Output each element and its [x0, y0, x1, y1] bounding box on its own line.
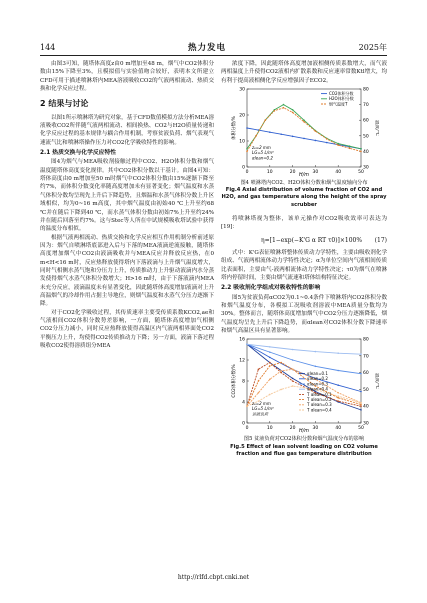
x-tick-label: 0 — [245, 170, 249, 176]
data-point — [326, 142, 328, 144]
data-point — [360, 404, 362, 406]
x-tick-label: 10 — [266, 170, 273, 176]
y2-tick-label: 60 — [363, 118, 369, 124]
legend-label: αlean=0.3 — [307, 381, 328, 387]
paragraph: 对于CO2化学吸收过程，其传质速率主要受传质系数KCO2,ae和气液相间CO2体积分数势差影响，一方面，随塔体高度增加气相侧CO2分压力减小，同时反应热释放使得高温区内气液两相界面处CO2平衡压力上升，均使得CO2传质推动力下降；另一方面，液滴下落过程吸收CO2使得溶质组分MEA — [40, 309, 214, 349]
data-point — [315, 140, 317, 142]
subsection-heading: 2.1 热质交换与化学反应特性 — [40, 150, 117, 157]
legend-label: T αlean=0.4 — [307, 407, 332, 413]
data-point — [255, 135, 257, 137]
data-point — [360, 148, 362, 150]
data-point — [360, 406, 362, 408]
x-tick-label: 20 — [289, 426, 296, 432]
equation-body: η=[1−exp(−K'G α RT τ0)]×100% — [261, 236, 363, 244]
y-tick-label: 0 — [242, 165, 245, 171]
chart-annotation: LG=5 L/m³ — [252, 150, 274, 156]
legend-label: 烟气温度T — [329, 101, 348, 107]
series-line — [247, 105, 361, 149]
y2-tick-label: 80 — [363, 87, 369, 93]
data-point — [269, 131, 271, 133]
chart-annotation: αlean=0.2 — [252, 155, 273, 161]
equation-number: (17) — [374, 236, 387, 244]
y2-tick-label: 80 — [363, 337, 369, 343]
y-tick-label: 0 — [242, 421, 245, 427]
page-header — [40, 40, 387, 54]
left-column — [40, 60, 214, 350]
paragraph: 浓度下降，因此随塔体高度增加液相侧传质系数增大，而气液两相温度上升使得CO2液相内扩散系数和反应速率常数Ktl增大，均有利于提高液相侧化学反应增强因子ECO2。 — [221, 61, 387, 84]
paragraph: 图5为贫液负荷αCO2为0.1~0.4条件下喷淋塔内CO2体积分数和烟气温度分布，各模拟工况吸收剂溶液中MEA质量分数均为30%。整体而言，随塔体高度增加烟气中CO2分压力逐渐降低，烟气温度均呈先上升后下降趋势，而αlean对CO2体积分数下降速率和烟气高温区具有显著影响。 — [221, 294, 387, 334]
legend-label: αlean=0.4 — [307, 386, 328, 392]
data-point — [337, 353, 339, 355]
y2-axis-label: 温度/℃ — [374, 373, 379, 390]
data-point — [315, 366, 317, 368]
data-point — [246, 406, 248, 408]
issue-year: 2025年 — [358, 42, 387, 52]
data-point — [360, 402, 362, 404]
x-tick-label: 20 — [289, 170, 296, 176]
y-tick-label: 10 — [239, 139, 245, 145]
y2-tick-label: 70 — [363, 354, 369, 360]
data-point — [274, 110, 276, 112]
y2-axis-label: 温度/℃ — [374, 120, 379, 136]
paragraph: 图4为烟气与MEA吸收剂接触过程中CO2、H2O体积分数和烟气温度随塔体高度变化规律。其中CO2体积分数以干基计。由图4可知：塔体高度由0 m增加至50 m时烟气中CO2体积分数由15%逐渐下降至约7%，而体积分数变化率随高度增加未有显著变化；烟气温度和水蒸气体积分数均呈现先上升后下降趋势，且烟温和水蒸气体积分数上升区域相似，均为0~16 m高度，其中烟气温度由初始40 ℃上升至约68 ℃并在随后下降到40 ℃，而水蒸气体积分数由初始7%上升至约24%并在随后回落至约7%。这与Stec等人所在中试规模吸收塔试验中获得的温度分布相似。 — [40, 159, 214, 233]
data-point — [269, 352, 271, 354]
data-point — [246, 148, 248, 150]
legend-label: αlean=0.2 — [307, 376, 328, 382]
x-tick-label: 50 — [358, 170, 364, 176]
y2-tick-label: 40 — [363, 405, 369, 411]
paragraph: 以图1所示喷淋塔为研究对象，基于CFD数值模拟方法分析MEA溶液吸收CO2所伴随气液两相流动、相间换热、CO2与H2O质量传递和化学反应过程的基本规律与耦合作用机制，考察贫液负荷、烟气表观气速流气比和喷淋塔操作压力对CO2化学吸收特性的影响。 — [40, 114, 214, 146]
data-point — [280, 372, 282, 374]
legend-label: T αlean=0.1 — [307, 392, 332, 398]
data-point — [258, 369, 260, 371]
caption-en: Fig.5 Effect of lean solvent loading on CO2 volume fraction and flue gas temperature distribution — [230, 443, 378, 457]
equation-17 — [221, 237, 387, 245]
data-point — [292, 109, 294, 111]
x-tick-label: 30 — [312, 170, 319, 176]
data-point — [349, 148, 351, 150]
data-point — [337, 143, 339, 145]
y2-tick-label: 30 — [363, 421, 369, 427]
data-point — [315, 130, 317, 132]
y-tick-label: 12 — [239, 358, 245, 364]
data-point — [360, 354, 362, 356]
x-tick-label: 40 — [335, 170, 342, 176]
chart-annotation: zₑ=2 mm — [252, 145, 271, 151]
page-footer-url: http://rlfd.cbpt.cnki.net — [177, 574, 250, 581]
data-point — [269, 346, 271, 348]
data-point — [292, 381, 294, 383]
data-point — [303, 138, 305, 140]
data-point — [337, 397, 339, 399]
caption-cn: 图4 喷淋塔内CO2、H2O体积分数和烟气温度轴向分布 — [240, 180, 368, 187]
header-rule — [40, 55, 387, 56]
y-tick-label: 4 — [242, 400, 245, 406]
data-point — [292, 112, 294, 114]
data-point — [280, 133, 282, 135]
data-point — [315, 351, 317, 353]
data-point — [269, 357, 271, 359]
x-tick-label: 10 — [266, 426, 273, 432]
data-point — [258, 392, 260, 394]
y2-tick-label: 30 — [363, 165, 369, 171]
x-tick-label: 30 — [312, 426, 319, 432]
legend-label: αlean=0.1 — [307, 371, 328, 377]
data-point — [349, 145, 351, 147]
y2-tick-label: 60 — [363, 371, 369, 377]
figure-4-chart — [229, 85, 379, 177]
legend-label: CO2体积分数 — [329, 91, 354, 97]
series-line — [247, 345, 361, 377]
legend-label: H2O体积分数 — [329, 96, 354, 102]
data-point — [292, 386, 294, 388]
data-point — [303, 121, 305, 123]
data-point — [292, 349, 294, 351]
y2-tick-label: 50 — [363, 134, 369, 140]
paragraph: 将喷淋塔视为整体，该单元操作对CO2吸收效率可表达为[19]： — [221, 215, 387, 231]
y-tick-label: 16 — [239, 337, 245, 343]
data-point — [280, 389, 282, 391]
data-point — [292, 369, 294, 371]
data-point — [269, 379, 271, 381]
y-axis-label: 体积分数/% — [232, 116, 237, 140]
data-point — [337, 144, 339, 146]
data-point — [337, 370, 339, 372]
page-number: 144 — [40, 42, 56, 52]
data-point — [360, 151, 362, 153]
x-tick-label: 0 — [245, 426, 249, 432]
data-point — [283, 107, 285, 109]
paragraph: 由图3可知，随塔体高度z由0 m增加至48 m，烟气中CO2体积分数由15%下降至3%，且模拟值与实验值吻合较好，表明本文所建立CFD可用于描述喷淋塔内MEA溶液吸收CO2的气液两相流动、热质交换和化学反应过程。 — [40, 61, 214, 93]
data-point — [292, 136, 294, 138]
x-tick-label: 40 — [335, 426, 342, 432]
y2-tick-label: 70 — [363, 103, 369, 109]
data-point — [283, 104, 285, 106]
data-point — [269, 365, 271, 367]
right-column — [221, 60, 387, 464]
y-tick-label: 20 — [239, 113, 245, 119]
x-tick-label: 50 — [358, 426, 364, 432]
section-heading: 2 结果与讨论 — [40, 99, 89, 109]
y2-tick-label: 40 — [363, 149, 369, 155]
legend-label: T αlean=0.3 — [307, 402, 332, 408]
figure-4-caption — [221, 180, 387, 209]
data-point — [258, 381, 260, 383]
data-point — [280, 370, 282, 372]
chart-annotation: zₑ=2 mm — [252, 401, 271, 407]
y2-tick-label: 50 — [363, 388, 369, 394]
data-point — [292, 378, 294, 380]
data-point — [246, 344, 248, 346]
journal-title: 热力发电 — [187, 43, 226, 53]
chart-annotation: LG=5 L/m³ — [252, 406, 274, 412]
data-point — [360, 373, 362, 375]
paragraph: 式中：K'G表征喷淋塔整体传质动力学特性，主要由吸收剂化学组成、气液两相流体动力学特性决定；α为单位空间内气液相间传质比表面积，主要由气-液两相流体动力学特性决定；τ0为烟气在喷淋塔内停留时间，主要由烟气流速和塔体结构特征决定。 — [221, 249, 387, 281]
figure-5-chart — [229, 335, 379, 433]
caption-cn: 图5 贫液负荷对CO2体积分数和烟气温度分布的影响 — [243, 436, 365, 443]
legend-label: T αlean=0.2 — [307, 397, 332, 403]
x-axis-label: H/m — [299, 173, 309, 178]
data-point — [360, 409, 362, 411]
y-tick-label: 8 — [242, 379, 245, 385]
data-point — [337, 396, 339, 398]
data-point — [280, 362, 282, 364]
data-point — [360, 391, 362, 393]
subsection-heading: 2.2 吸收剂化学组成对吸收特性的影响 — [221, 285, 321, 292]
data-point — [269, 394, 271, 396]
data-point — [269, 362, 271, 364]
data-point — [292, 360, 294, 362]
data-point — [264, 119, 266, 121]
chart-annotation: 贫液负荷 — [252, 411, 268, 417]
figure-5-caption — [221, 436, 387, 458]
data-point — [337, 392, 339, 394]
data-point — [326, 138, 328, 140]
y-tick-label: 30 — [239, 87, 245, 93]
x-axis-label: H/m — [299, 429, 309, 434]
series-line — [247, 345, 361, 355]
paragraph: 根据气液两相流动、热质交换和化学反应相互作用机制分析前述原因为：烟气自喷淋塔底部进入后与下落的MEA液滴逆流接触，随塔体高度增加烟气中CO2由液滴吸收并与MEA反应并释放反应热，在0 m<H<16 m时，反应热释放使得塔内下落液滴与上升烟气温度增大，同时气相侧水蒸气饱和分压力上升，传质推动力上升驱动液滴内水分蒸发使得烟气水蒸气体积分数增大；H>16 m时，由于下落液滴内MEA未充分反应，液滴温度未有显著变化，因此随塔体高度增加液滴对上升高温烟气的冷却作用占据主导地位，则烟气温度和水蒸气分压力逐渐下降。 — [40, 234, 214, 308]
data-point — [337, 385, 339, 387]
caption-en: Fig.4 Axial distribution of volume fraction of CO2 and H2O, and gas temperature along the height of the spray scrubber — [221, 187, 387, 208]
data-point — [337, 401, 339, 403]
data-point — [246, 127, 248, 129]
data-point — [246, 151, 248, 153]
y-axis-label: CO2体积分数/% — [232, 364, 237, 398]
